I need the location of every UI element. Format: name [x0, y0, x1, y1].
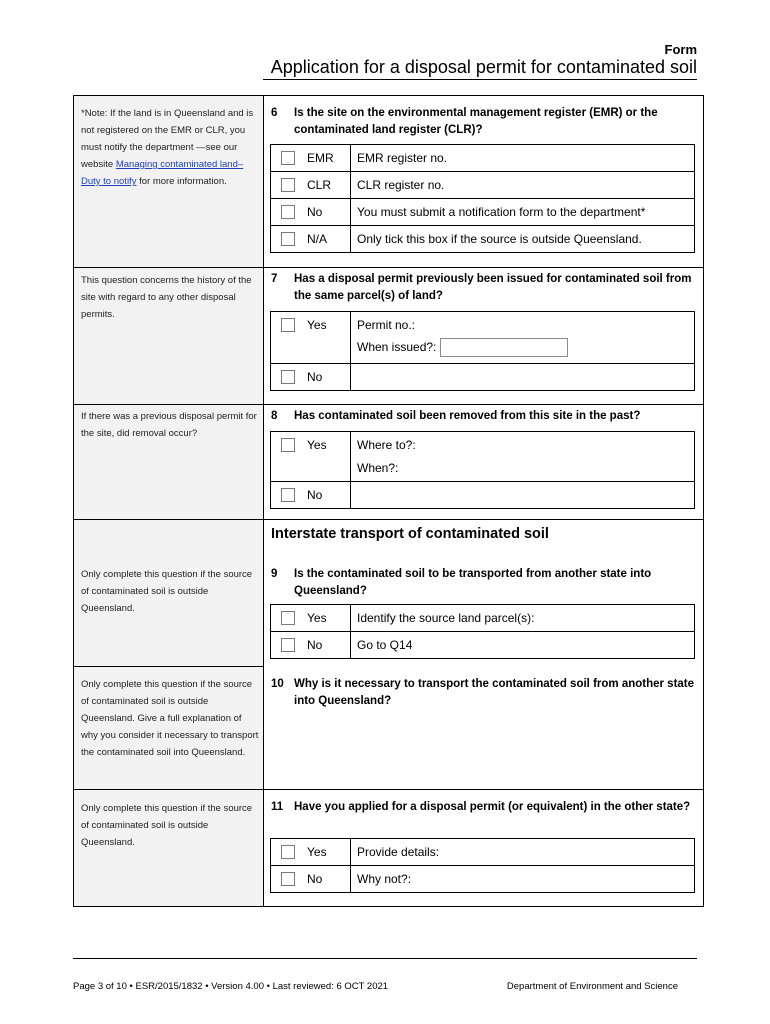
when-issued-input[interactable] — [440, 338, 568, 357]
duty-to-notify-link[interactable]: Managing contaminated land–Duty to notify — [81, 159, 244, 187]
q7-question — [271, 271, 701, 305]
q6-option-clr — [271, 172, 695, 199]
row-divider — [74, 789, 704, 790]
q6-question — [271, 105, 701, 139]
q6-options — [270, 144, 695, 253]
q9-option-yes — [271, 605, 695, 632]
q8-note: If there was a previous disposal permit for the site, did removal occur? — [81, 411, 257, 439]
q10-text: Why is it necessary to transport the contaminated soil from another state into Queensland? — [294, 678, 695, 707]
yes-checkbox[interactable] — [281, 318, 295, 332]
footer-divider — [73, 958, 697, 959]
q7-option-no — [271, 364, 695, 391]
no-checkbox[interactable] — [281, 205, 295, 219]
q6-option-emr — [271, 145, 695, 172]
why-not-label: Why not?: — [357, 872, 412, 886]
row-divider — [74, 519, 704, 520]
page-title: Application for a disposal permit for contaminated soil — [270, 57, 697, 77]
option-label: EMR — [307, 151, 334, 165]
option-label: Yes — [307, 845, 327, 859]
notes-column — [74, 96, 264, 906]
q9-question — [271, 566, 701, 600]
option-label: Yes — [307, 438, 327, 452]
option-detail: You must submit a notification form to the department* — [357, 205, 646, 219]
na-checkbox[interactable] — [281, 232, 295, 246]
q8-question — [271, 408, 701, 425]
header-divider — [263, 79, 697, 80]
footer-department: Department of Environment and Science — [506, 981, 678, 992]
q6-option-na — [271, 226, 695, 253]
interstate-section-heading: Interstate transport of contaminated soil — [271, 526, 549, 542]
q8-options — [270, 431, 695, 509]
q6-text: Is the site on the environmental management register (EMR) or the contaminated land register (CLR)? — [294, 107, 658, 136]
when-label: When?: — [357, 461, 399, 475]
go-to-q14-label: Go to Q14 — [357, 638, 413, 652]
q8-text: Has contaminated soil been removed from this site in the past? — [294, 410, 641, 422]
option-label: No — [307, 488, 323, 502]
q11-note: Only complete this question if the source of contaminated soil is outside Queensland. — [81, 803, 253, 848]
q7-options — [270, 311, 695, 391]
option-label: No — [307, 205, 323, 219]
q9-option-no — [271, 632, 695, 659]
q11-options — [270, 838, 695, 893]
q7-option-yes — [271, 312, 695, 364]
option-label: No — [307, 370, 323, 384]
q10-question — [271, 676, 701, 710]
option-detail: CLR register no. — [357, 178, 445, 192]
where-to-label: Where to?: — [357, 438, 416, 452]
option-label: CLR — [307, 178, 332, 192]
option-label: Yes — [307, 611, 327, 625]
q9-text: Is the contaminated soil to be transported from another state into Queensland? — [294, 568, 652, 597]
q7-text: Has a disposal permit previously been issued for contaminated soil from the same parcel(s) of land? — [294, 273, 692, 302]
q11-option-no — [271, 866, 695, 893]
row-divider — [74, 404, 704, 405]
option-detail: Only tick this box if the source is outside Queensland. — [357, 232, 642, 246]
q6-number: 6 — [271, 107, 278, 119]
option-label: N/A — [307, 232, 328, 246]
permit-number-label: Permit no.: — [357, 318, 416, 332]
q11-option-yes — [271, 839, 695, 866]
clr-checkbox[interactable] — [281, 178, 295, 192]
q9-number: 9 — [271, 568, 278, 580]
no-checkbox[interactable] — [281, 872, 295, 886]
when-issued-label: When issued?: — [357, 340, 437, 354]
q11-text: Have you applied for a disposal permit (or equivalent) in the other state? — [294, 801, 691, 813]
q6-note: *Note: If the land is in Queensland and is not registered on the EMR or CLR, you must notify the department —see our website Managing contaminated land–Duty to notify for more information. — [81, 108, 254, 187]
emr-checkbox[interactable] — [281, 151, 295, 165]
q7-number: 7 — [271, 273, 278, 285]
option-label: No — [307, 638, 323, 652]
provide-details-label: Provide details: — [357, 845, 440, 859]
row-divider — [74, 666, 264, 667]
q8-number: 8 — [271, 410, 278, 422]
q10-number: 10 — [271, 678, 284, 690]
q10-note: Only complete this question if the source of contaminated soil is outside Queensland. Give a full explanation of why you consider it necessary to transport the contaminated soil into Queensland. — [81, 679, 259, 758]
form-label: Form — [664, 42, 697, 57]
q8-option-no — [271, 482, 695, 509]
footer-page-info: Page 3 of 10 • ESR/2015/1832 • Version 4.00 • Last reviewed: 6 OCT 2021 — [73, 981, 389, 992]
no-checkbox[interactable] — [281, 638, 295, 652]
q11-question — [271, 799, 701, 816]
q9-options — [270, 604, 695, 659]
option-detail: EMR register no. — [357, 151, 448, 165]
option-label: No — [307, 872, 323, 886]
q9-note: Only complete this question if the source of contaminated soil is outside Queensland. — [81, 569, 253, 614]
no-checkbox[interactable] — [281, 488, 295, 502]
q7-note: This question concerns the history of the site with regard to any other disposal permits. — [81, 275, 252, 320]
yes-checkbox[interactable] — [281, 611, 295, 625]
q6-option-no — [271, 199, 695, 226]
no-checkbox[interactable] — [281, 370, 295, 384]
yes-checkbox[interactable] — [281, 845, 295, 859]
source-parcel-label: Identify the source land parcel(s): — [357, 611, 535, 625]
option-label: Yes — [307, 318, 327, 332]
row-divider — [74, 267, 704, 268]
yes-checkbox[interactable] — [281, 438, 295, 452]
q11-number: 11 — [271, 801, 284, 813]
form-body — [73, 95, 704, 907]
q8-option-yes — [271, 432, 695, 482]
